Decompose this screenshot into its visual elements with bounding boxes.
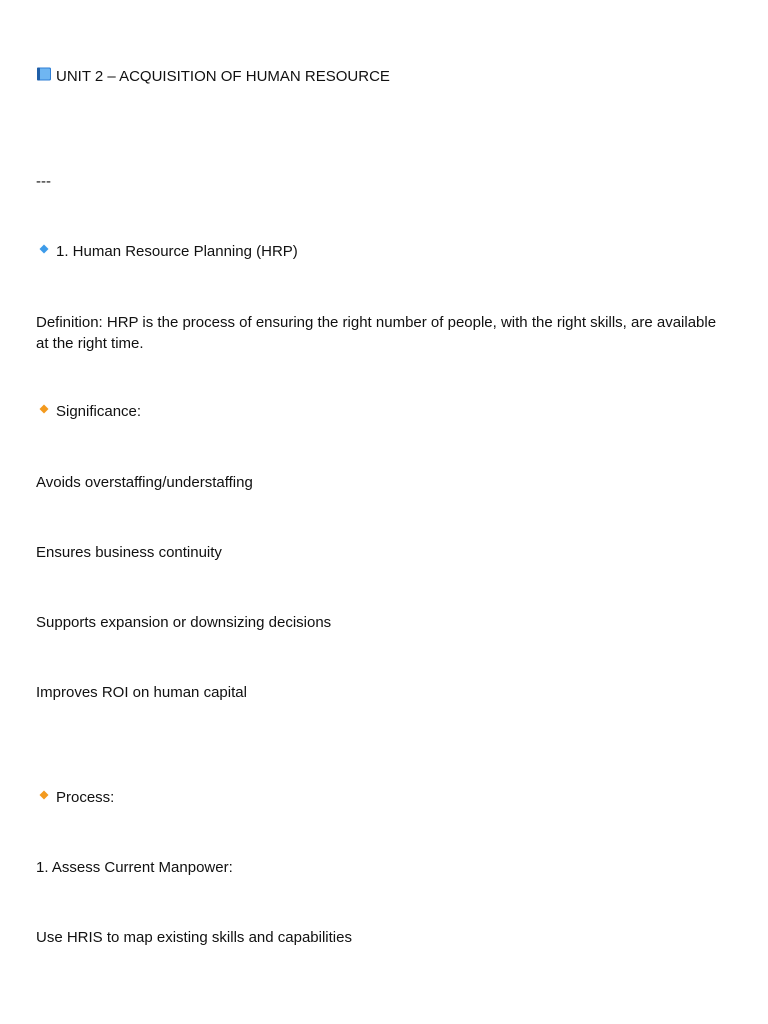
list-item: Improves ROI on human capital	[36, 684, 247, 701]
list-item: Avoids overstaffing/understaffing	[36, 474, 253, 491]
orange-diamond-icon	[36, 401, 52, 423]
title-text: UNIT 2 – ACQUISITION OF HUMAN RESOURCE	[56, 68, 390, 85]
process-step-1-detail: Use HRIS to map existing skills and capabilities	[36, 929, 352, 946]
section-heading-text: 1. Human Resource Planning (HRP)	[56, 243, 298, 260]
process-step-1: 1. Assess Current Manpower:	[36, 859, 233, 876]
list-item: Ensures business continuity	[36, 544, 222, 561]
significance-heading-text: Significance:	[56, 403, 142, 420]
definition-paragraph: Definition: HRP is the process of ensuring the right number of people, with the right skills, are available at the right time.	[36, 314, 717, 352]
separator: ---	[36, 173, 51, 190]
process-heading-text: Process:	[56, 789, 115, 806]
book-icon	[36, 66, 52, 88]
document-title	[36, 66, 732, 88]
orange-diamond-icon	[36, 787, 52, 809]
process-heading	[36, 787, 732, 809]
section-heading-hrp	[36, 241, 732, 263]
blue-diamond-icon	[36, 241, 52, 263]
list-item: Supports expansion or downsizing decisions	[36, 614, 332, 631]
significance-heading	[36, 401, 732, 423]
